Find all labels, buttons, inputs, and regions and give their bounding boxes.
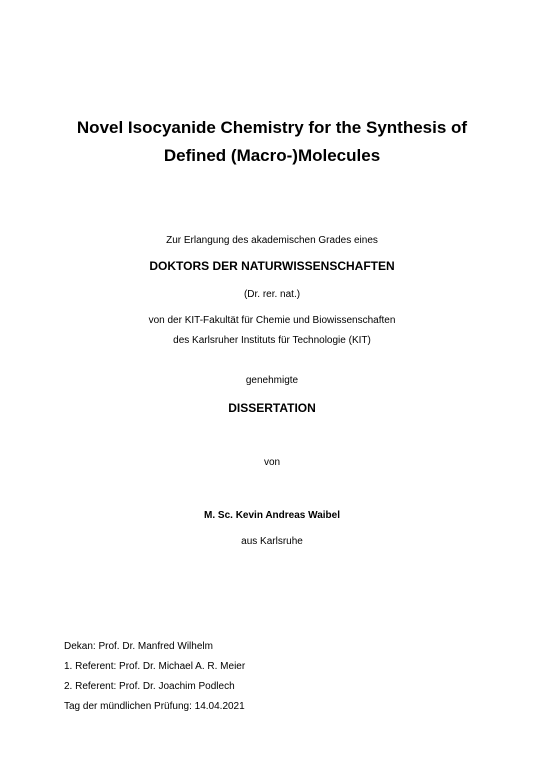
document-type: DISSERTATION: [228, 401, 316, 415]
approval: genehmigte: [245, 375, 299, 386]
author-name: M. Sc. Kevin Andreas Waibel: [204, 510, 340, 521]
exam-date: Tag der mündlichen Prüfung: 14.04.2021: [64, 701, 245, 712]
dean: Dekan: Prof. Dr. Manfred Wilhelm: [64, 641, 213, 652]
thesis-title-line-2: Defined (Macro-)Molecules: [163, 146, 381, 165]
author-origin: aus Karlsruhe: [241, 536, 303, 547]
institute: des Karlsruher Instituts für Technologie (KIT): [173, 335, 371, 346]
degree-abbreviation: (Dr. rer. nat.): [243, 289, 301, 300]
degree-name: DOKTORS DER NATURWISSENSCHAFTEN: [149, 259, 395, 273]
faculty: von der KIT-Fakultät für Chemie und Biowissenschaften: [148, 315, 396, 326]
referee-1: 1. Referent: Prof. Dr. Michael A. R. Meier: [64, 661, 246, 672]
referee-2: 2. Referent: Prof. Dr. Joachim Podlech: [64, 681, 235, 692]
by-label: von: [263, 457, 281, 468]
thesis-title-line-1: Novel Isocyanide Chemistry for the Synthesis of: [76, 118, 468, 137]
degree-purpose: Zur Erlangung des akademischen Grades eines: [166, 235, 378, 246]
committee-info: [64, 641, 245, 721]
